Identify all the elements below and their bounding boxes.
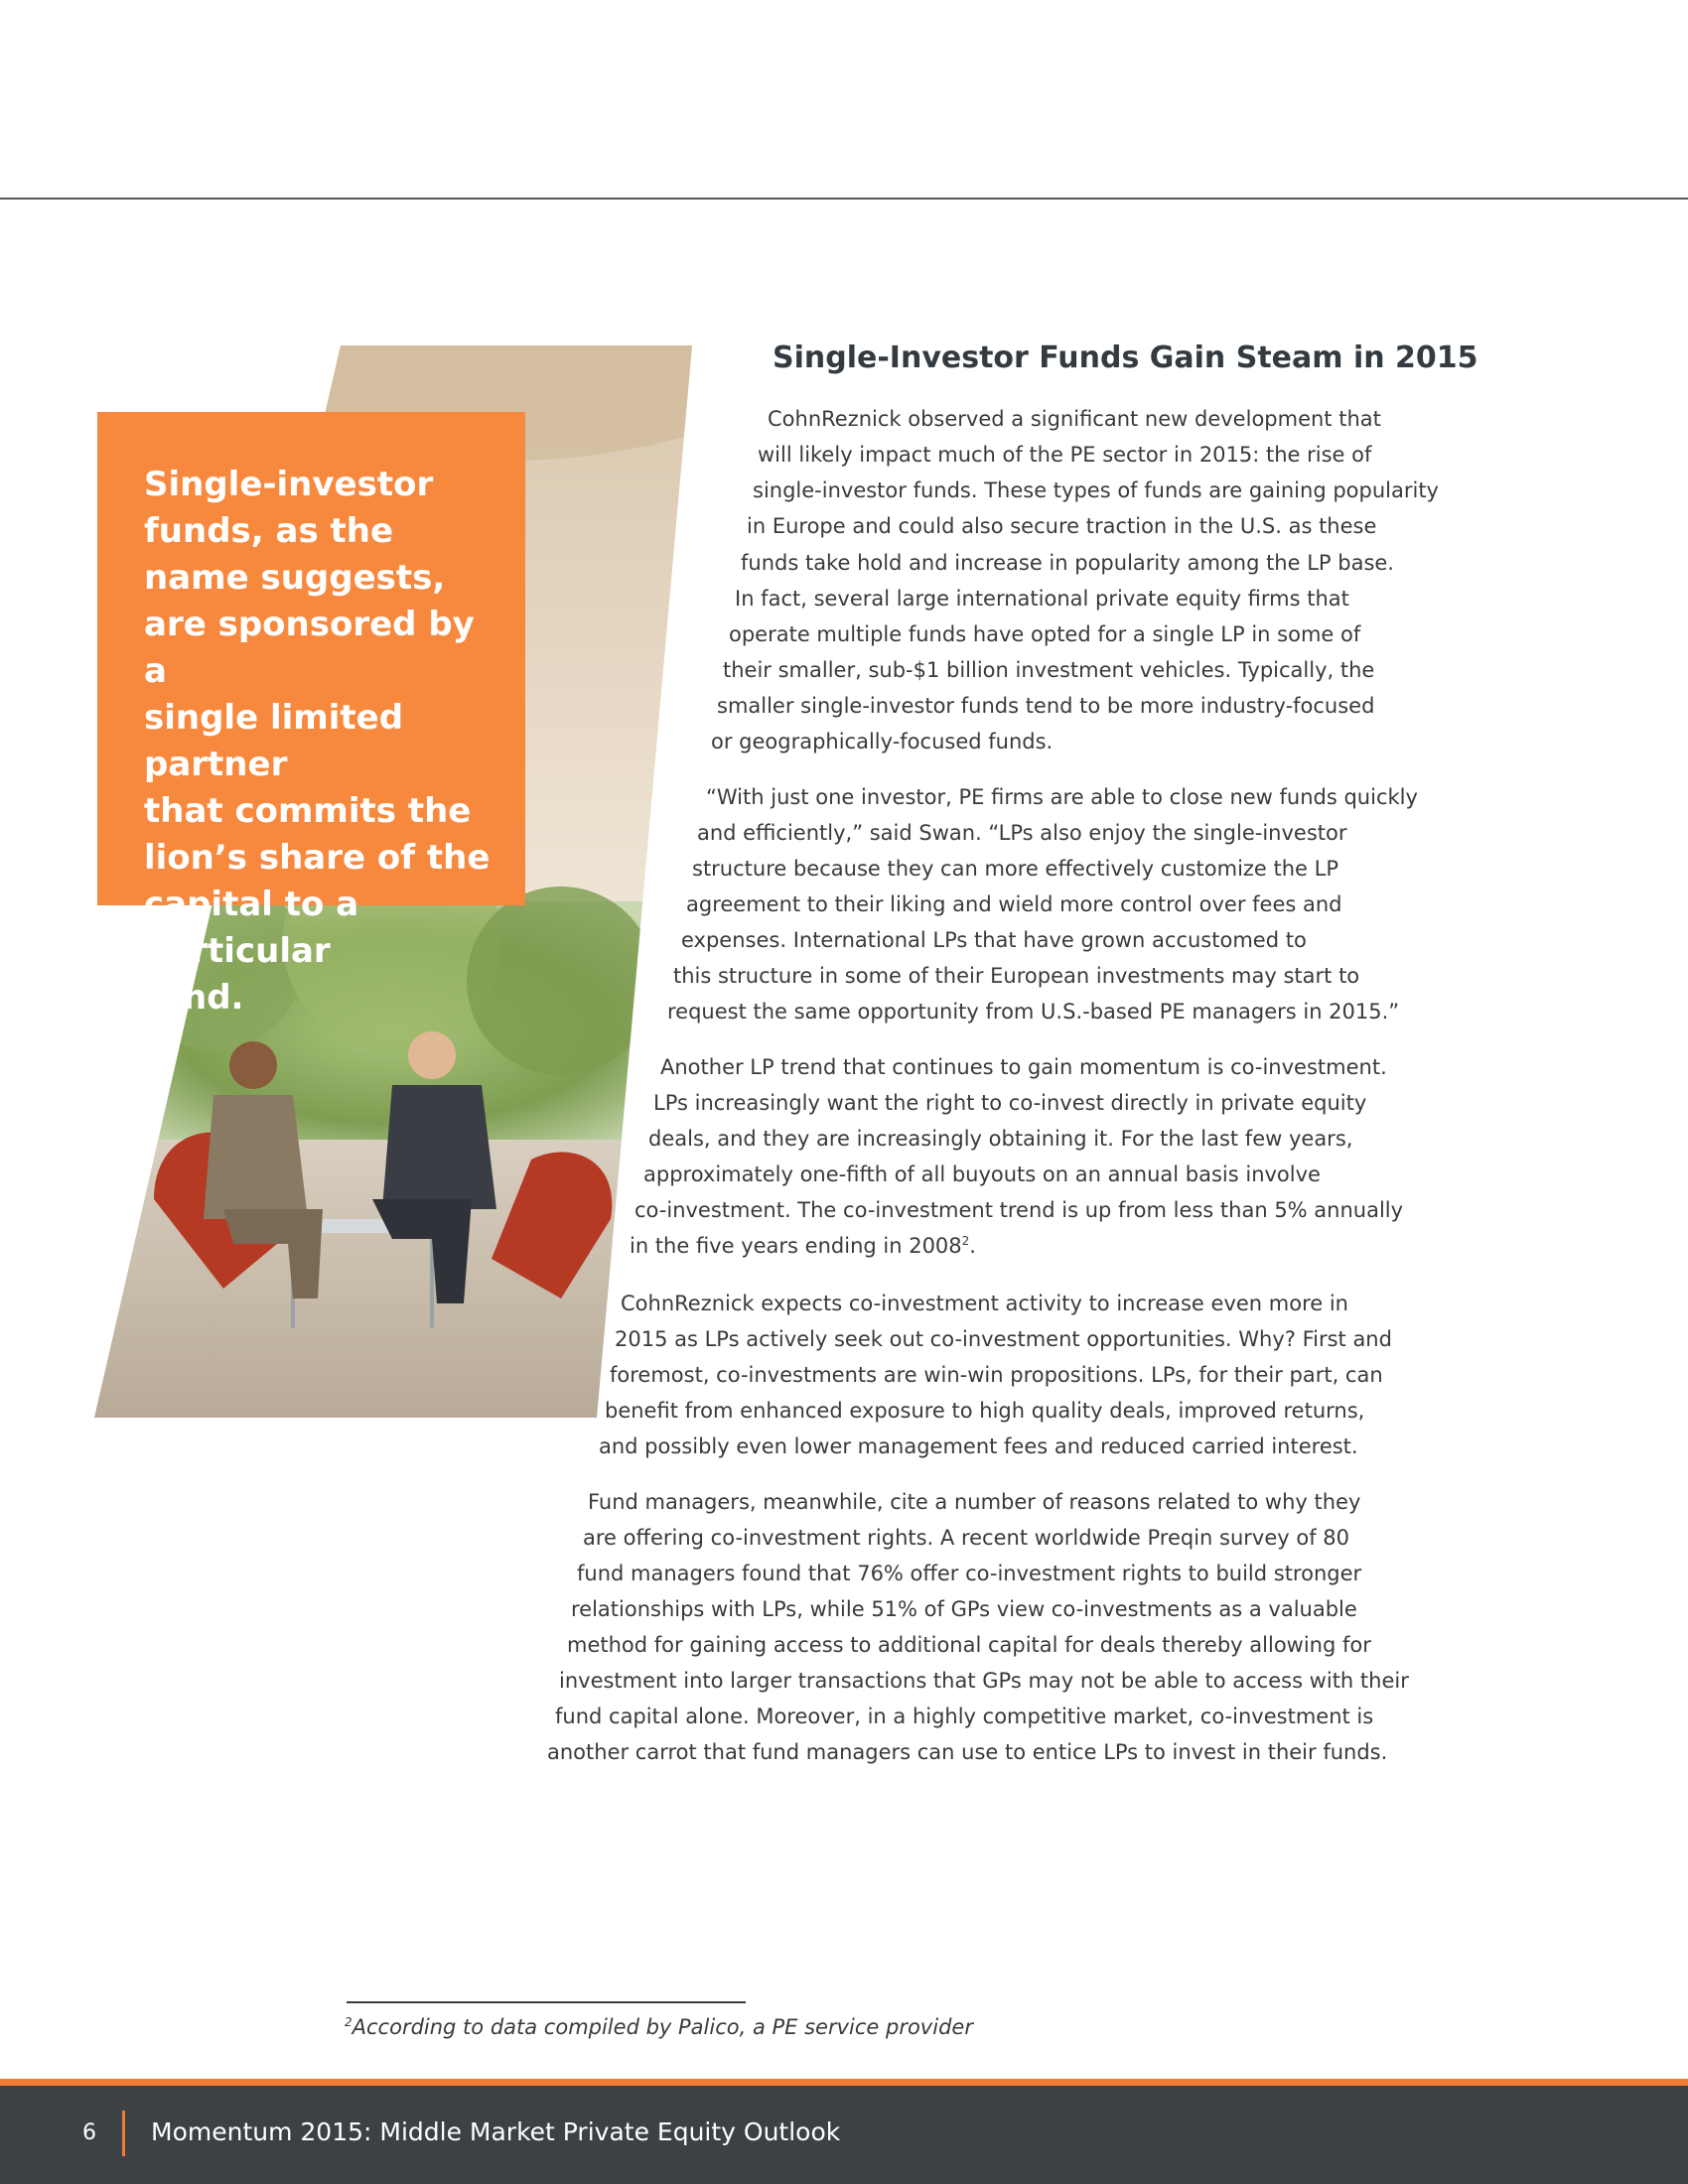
- pull-quote-line: lion’s share of the: [144, 838, 491, 878]
- body-text-line: Another LP trend that continues to gain momentum is co-investment.: [660, 1055, 1387, 1079]
- body-text-line: single-investor funds. These types of funds are gaining popularity: [753, 478, 1439, 502]
- page-number: 6: [82, 2120, 96, 2145]
- body-text-line: In fact, several large international private equity firms that: [735, 587, 1349, 611]
- body-text-line: CohnReznick expects co-investment activity to increase even more in: [621, 1292, 1348, 1315]
- body-text-line: relationships with LPs, while 51% of GPs view co-investments as a valuable: [571, 1597, 1357, 1621]
- body-text-line: fund managers found that 76% offer co-investment rights to build stronger: [577, 1562, 1362, 1585]
- body-text-line: operate multiple funds have opted for a single LP in some of: [729, 622, 1361, 646]
- body-text-line: deals, and they are increasingly obtaining it. For the last few years,: [648, 1127, 1353, 1151]
- body-text-fragment: in the five years ending in 2008: [630, 1234, 962, 1258]
- body-text-line: structure because they can more effectively customize the LP: [692, 857, 1339, 881]
- body-text-line: “With just one investor, PE firms are able to close new funds quickly: [706, 785, 1418, 809]
- body-text-line: funds take hold and increase in popularity among the LP base.: [741, 551, 1394, 575]
- body-text-line: in Europe and could also secure traction in the U.S. as these: [747, 514, 1377, 538]
- footer-accent-bar: [0, 2079, 1688, 2086]
- body-text-line: 2015 as LPs actively seek out co-investment opportunities. Why? First and: [615, 1327, 1392, 1351]
- footnote-reference: 2: [961, 1234, 970, 1248]
- body-text-line: benefit from enhanced exposure to high quality deals, improved returns,: [605, 1399, 1365, 1423]
- body-text-line: or geographically-focused funds.: [711, 730, 1054, 753]
- body-text-line: expenses. International LPs that have grown accustomed to: [681, 928, 1307, 952]
- body-text-line: smaller single-investor funds tend to be more industry-focused: [717, 694, 1375, 718]
- pull-quote-line: that commits the: [144, 791, 472, 831]
- pull-quote-line: single limited partner: [144, 698, 404, 784]
- body-text-fragment: .: [969, 1234, 976, 1258]
- body-text-line: this structure in some of their European investments may start to: [673, 964, 1360, 988]
- pull-quote-line: fund.: [144, 978, 244, 1018]
- body-text-line: investment into larger transactions that GPs may not be able to access with their: [559, 1669, 1409, 1693]
- body-text-line: co-investment. The co-investment trend is up from less than 5% annually: [634, 1198, 1404, 1222]
- article-headline: Single-Investor Funds Gain Steam in 2015: [773, 341, 1478, 375]
- body-text-line: will likely impact much of the PE sector in 2015: the rise of: [758, 443, 1372, 467]
- body-text-line: LPs increasingly want the right to co-invest directly in private equity: [653, 1091, 1367, 1115]
- footnote-rule: [347, 2001, 746, 2003]
- body-text-line: and possibly even lower management fees and reduced carried interest.: [599, 1434, 1358, 1458]
- body-text-line: request the same opportunity from U.S.-based PE managers in 2015.”: [667, 1000, 1400, 1024]
- body-text-line: are offering co-investment rights. A recent worldwide Preqin survey of 80: [583, 1526, 1349, 1550]
- publication-title: Momentum 2015: Middle Market Private Equity Outlook: [151, 2117, 841, 2146]
- body-text-line: [630, 1233, 976, 1259]
- body-text-line: method for gaining access to additional capital for deals thereby allowing for: [567, 1633, 1371, 1657]
- pull-quote-line: Single-investor: [144, 465, 434, 504]
- body-text-line: their smaller, sub-$1 billion investment vehicles. Typically, the: [723, 658, 1375, 682]
- body-text-line: CohnReznick observed a significant new development that: [768, 407, 1381, 431]
- body-text-line: and efficiently,” said Swan. “LPs also enjoy the single-investor: [697, 821, 1347, 845]
- body-text-line: Fund managers, meanwhile, cite a number of reasons related to why they: [588, 1490, 1361, 1514]
- pull-quote-callout: [97, 412, 525, 1018]
- body-text-line: fund capital alone. Moreover, in a highly competitive market, co-investment is: [555, 1705, 1374, 1728]
- body-text-line: agreement to their liking and wield more control over fees and: [686, 892, 1342, 916]
- footnote-marker: 2: [345, 2015, 352, 2029]
- body-text-line: foremost, co-investments are win-win propositions. LPs, for their part, can: [610, 1363, 1383, 1387]
- footnote: [345, 2015, 973, 2039]
- pull-quote-line: capital to a particular: [144, 885, 359, 971]
- footnote-text: According to data compiled by Palico, a PE service provider: [352, 2015, 973, 2039]
- pull-quote-line: are sponsored by a: [144, 605, 475, 691]
- footer-divider: [122, 2111, 125, 2156]
- body-text-line: approximately one-fifth of all buyouts on an annual basis involve: [643, 1162, 1321, 1186]
- header-rule: [0, 198, 1688, 200]
- pull-quote-line: name suggests,: [144, 558, 446, 598]
- pull-quote-line: funds, as the: [144, 511, 394, 551]
- body-text-line: another carrot that fund managers can use to entice LPs to invest in their funds.: [547, 1740, 1388, 1764]
